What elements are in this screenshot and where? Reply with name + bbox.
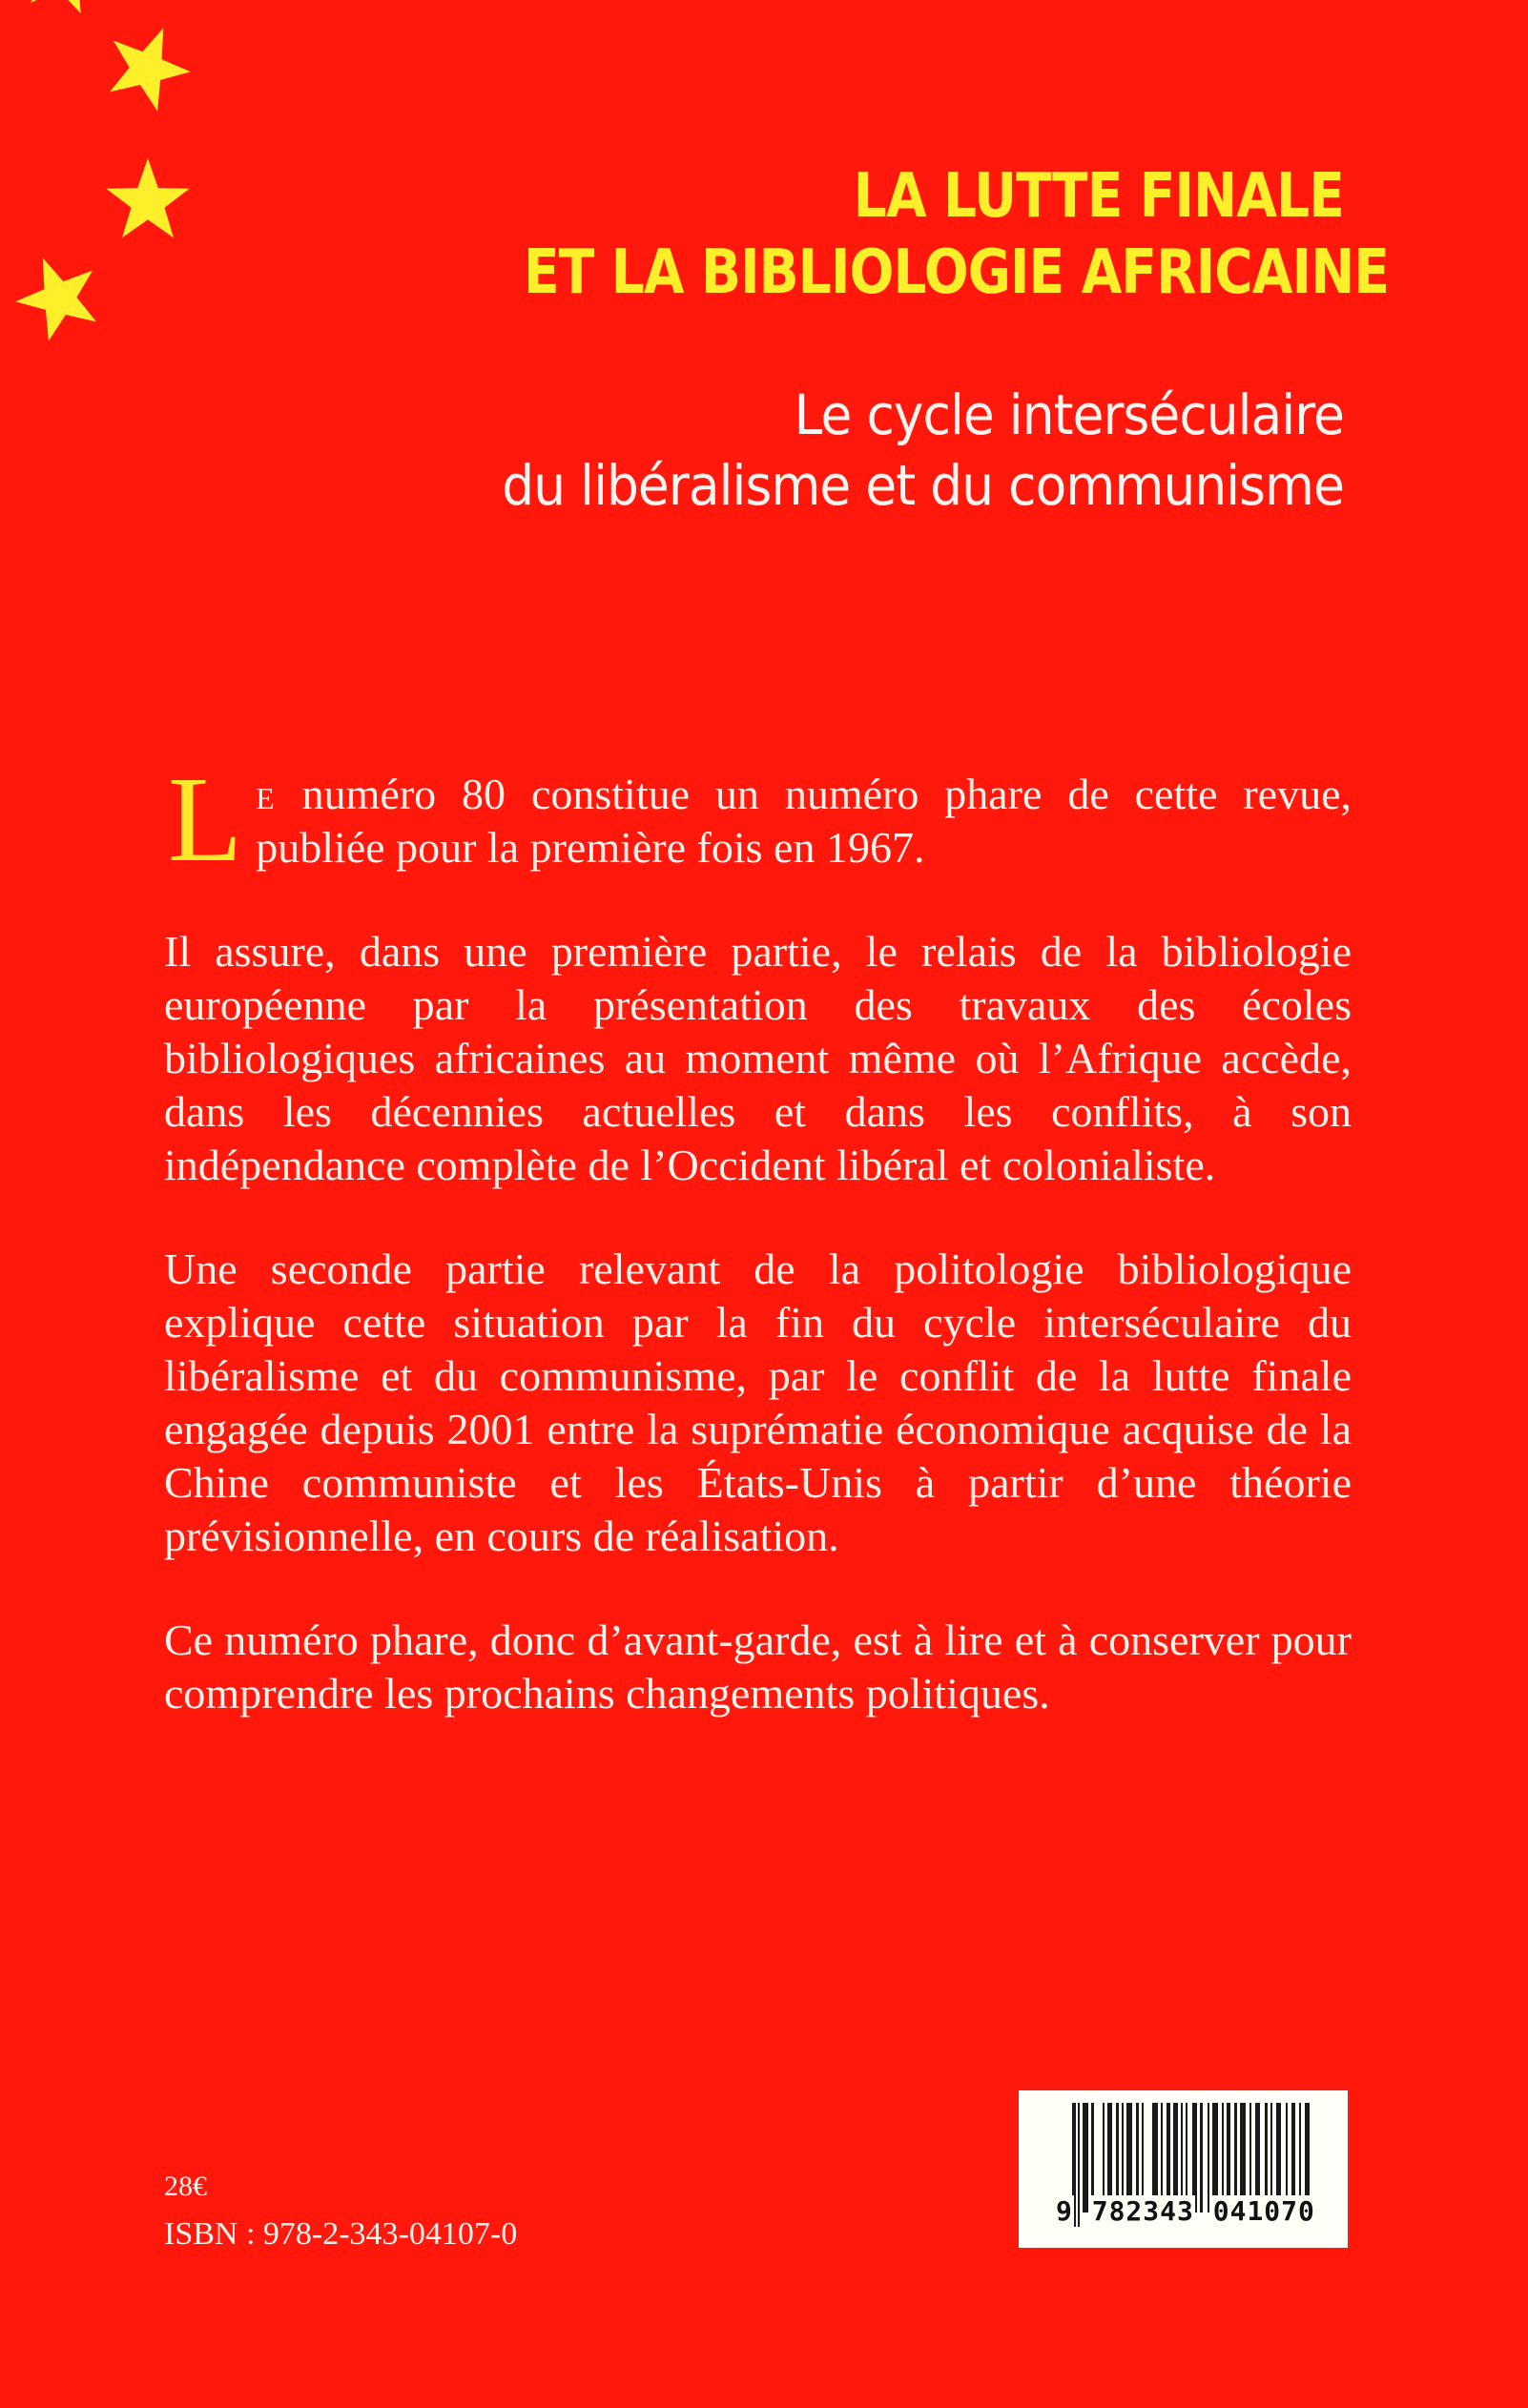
book-title xyxy=(524,158,1390,311)
star-2-icon xyxy=(106,158,189,237)
blurb-paragraph-3: Une seconde partie relevant de la politologie bibliologique explique cette situation par la fin du cycle interséculaire du libéralisme et du communisme, par le conflit de la lutte finale engagée depuis 2001 entre la suprématie économique acquise de la Chine communiste et les États-Unis à partir d’une théorie prévisionnelle, en cours de réalisation. xyxy=(164,1245,1352,1560)
barcode-right-digits: 041070 xyxy=(1212,2195,1315,2227)
barcode-lead-digit: 9 xyxy=(1056,2195,1073,2227)
blurb xyxy=(164,751,1352,1771)
star-3-icon xyxy=(4,242,111,347)
blurb-paragraph-4: Ce numéro phare, donc d’avant-garde, est à lire et à conserver pour comprendre les prochains changements politiques. xyxy=(164,1616,1352,1718)
star-1-icon xyxy=(95,12,202,117)
barcode-number xyxy=(1055,2197,1332,2226)
subtitle-line-1: Le cycle interséculaire xyxy=(794,382,1344,447)
book-subtitle xyxy=(379,380,1344,521)
price: 28€ xyxy=(164,2171,207,2202)
title-line-1: LA LUTTE FINALE xyxy=(853,161,1344,232)
paragraph-text: numéro 80 constitue un numéro phare de cette revue, publiée pour la première fois en 1967. xyxy=(256,770,1352,872)
barcode-left-digits: 782343 xyxy=(1091,2195,1194,2227)
isbn: ISBN : 978-2-343-04107-0 xyxy=(164,2216,518,2252)
drop-cap: L xyxy=(168,751,243,887)
blurb-paragraph-2: Il assure, dans une première partie, le relais de la bibliologie européenne par la présentation des travaux des écoles bibliologiques africaines au moment même où l’Afrique accède, dans les décennies actuelles et dans les conflits, à son indépendance complète de l’Occident libéral et colonialiste. xyxy=(164,927,1352,1189)
star-icon xyxy=(0,0,248,362)
blurb-paragraph-1 xyxy=(164,751,1352,887)
title-line-2: ET LA BIBLIOLOGIE AFRICAINE xyxy=(524,237,1390,308)
subtitle-line-2: du libéralisme et du communisme xyxy=(502,453,1344,518)
star-partial-top-icon xyxy=(15,0,114,16)
first-word-smallcaps: e xyxy=(256,770,277,818)
barcode xyxy=(1019,2090,1348,2248)
